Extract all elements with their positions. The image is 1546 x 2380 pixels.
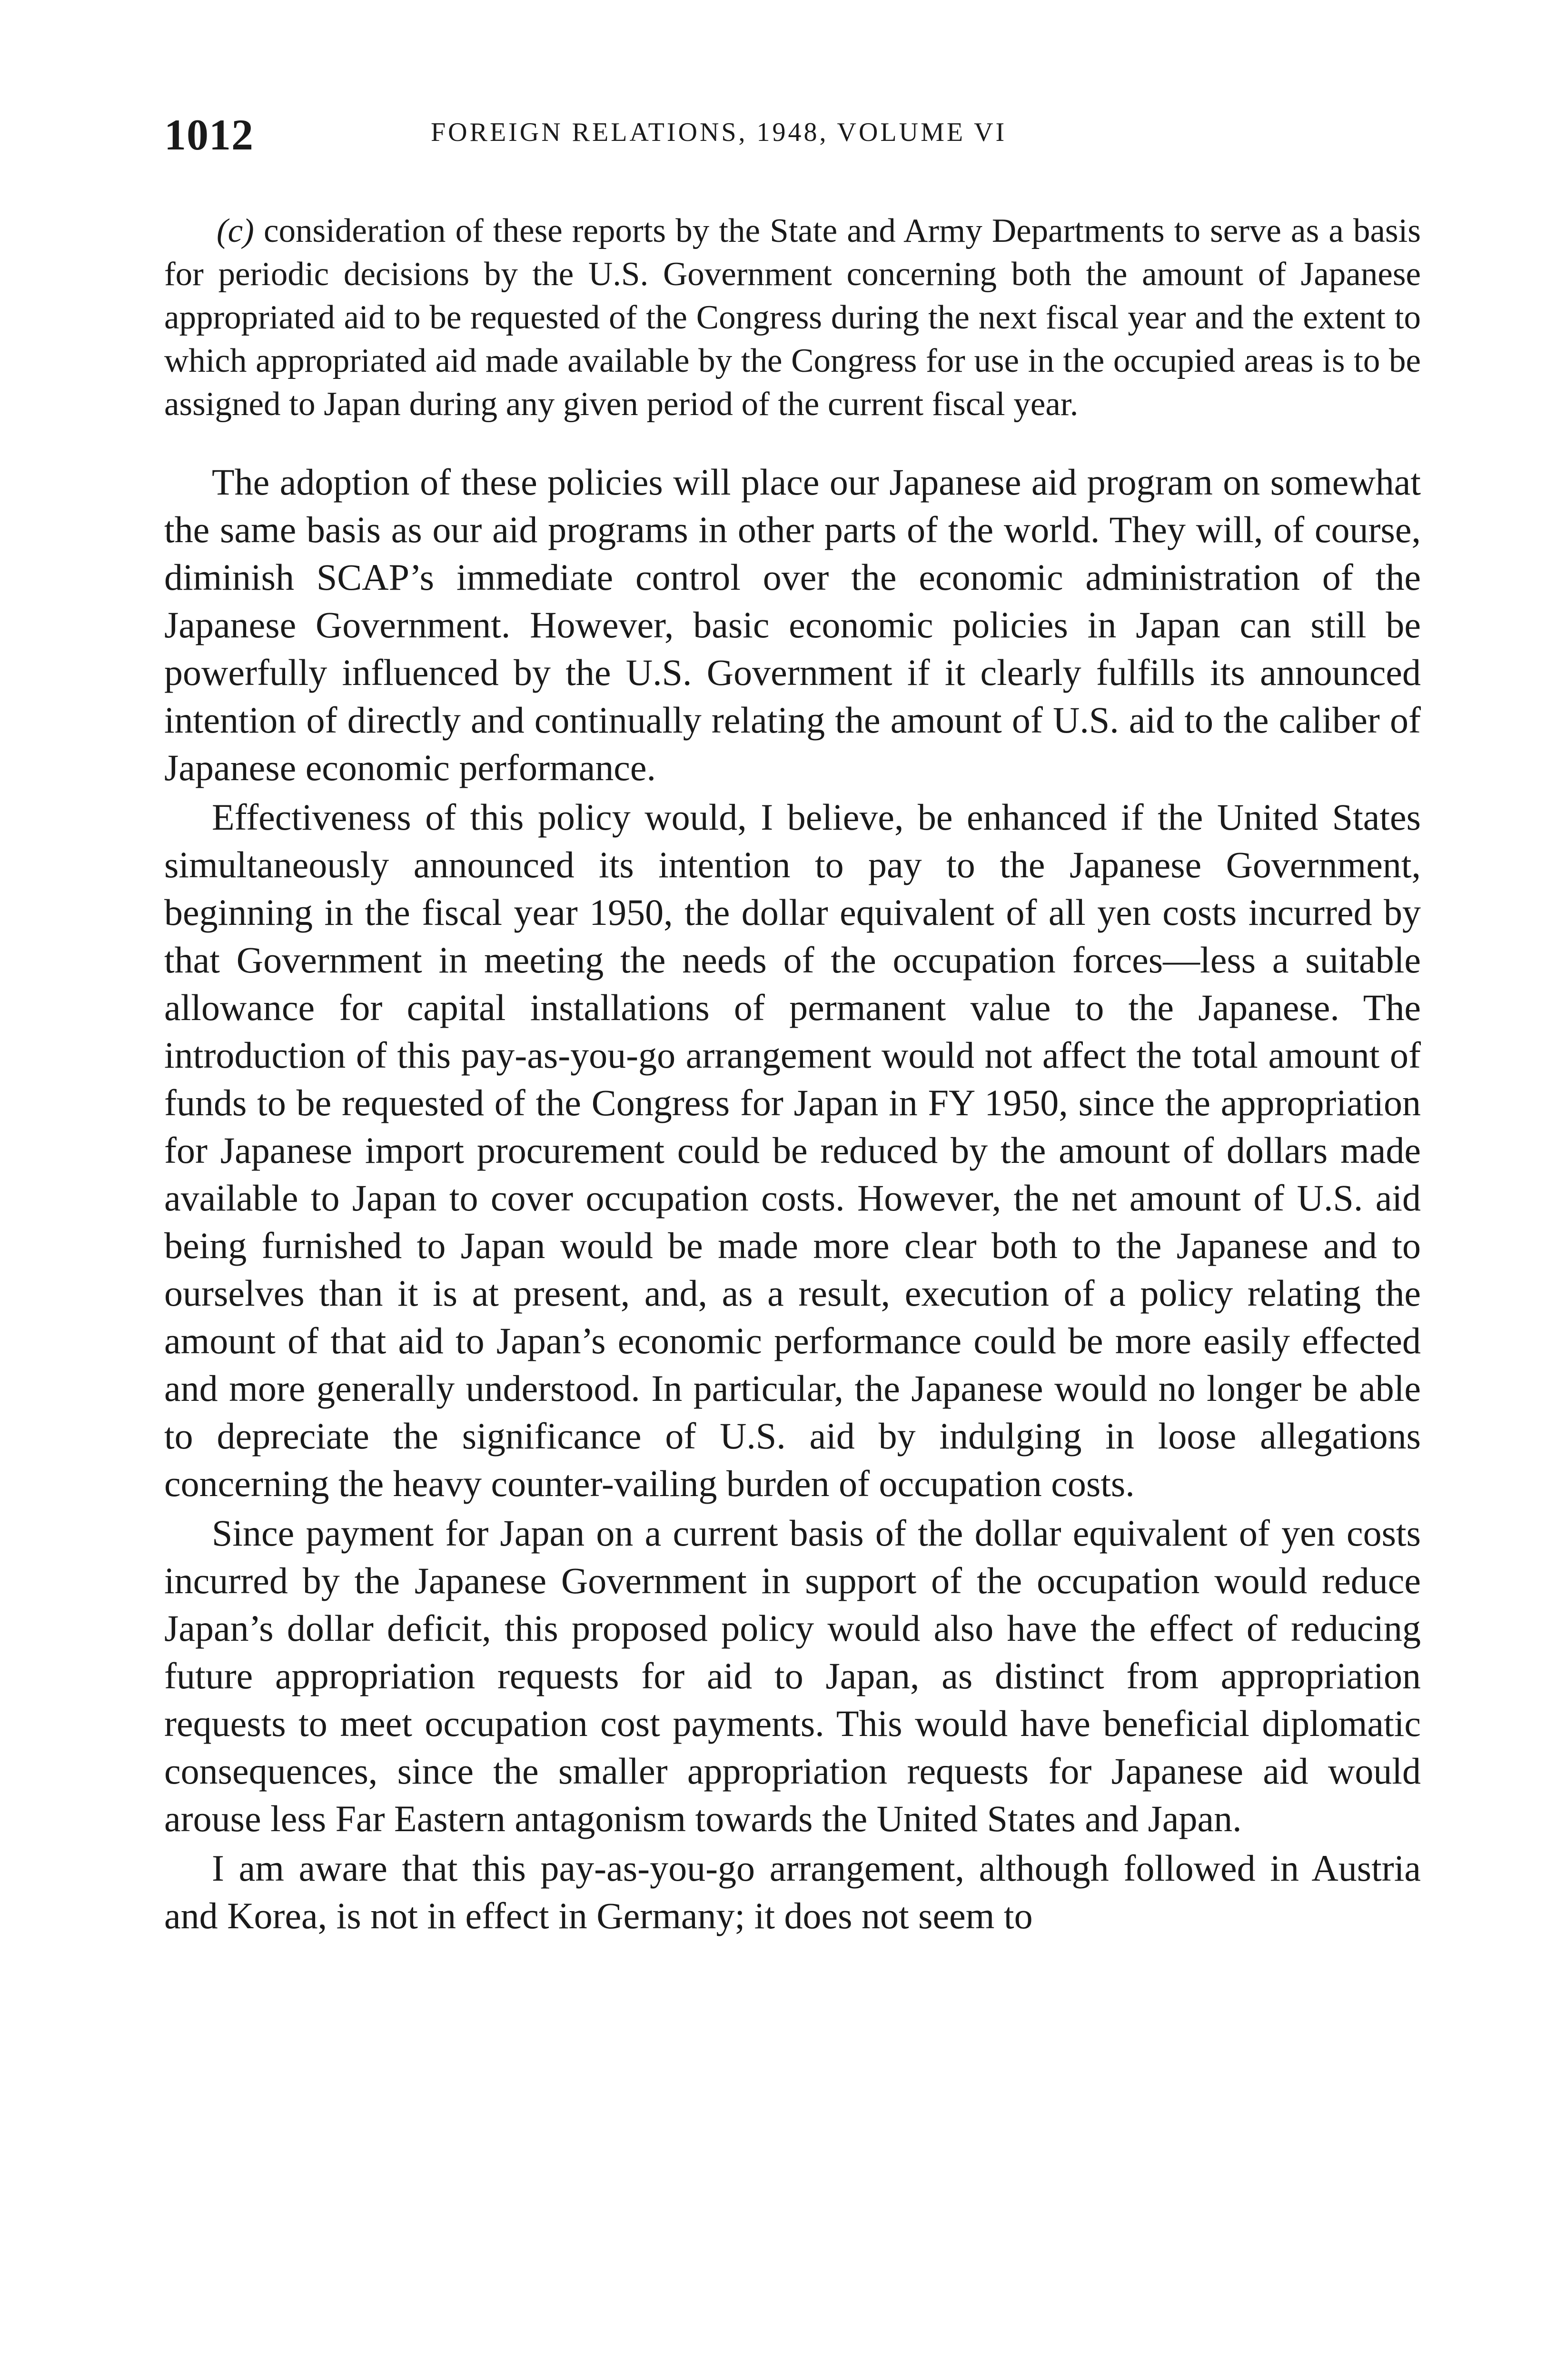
list-item-label: (c)	[217, 212, 254, 249]
running-head-title: FOREIGN RELATIONS, 1948, VOLUME VI	[431, 118, 1007, 147]
running-head	[164, 100, 1421, 157]
page-number: 1012	[164, 110, 254, 159]
list-item-text: consideration of these reports by the State and Army Departments to serve as a basis for periodic decisions by the U.S. Government concerning both the amount of Japanese appropriated aid to be requested of the Congress during the next fiscal year and the extent to which appropriated aid made available by the Congress for use in the occupied areas is to be assigned to Japan during any given period of the current fiscal year.	[164, 212, 1421, 423]
paragraph-1: The adoption of these policies will place our Japanese aid program on somewhat the same basis as our aid programs in other parts of the world. They will, of course, diminish SCAP’s immediate control over the economic administration of the Japanese Government. However, basic economic policies in Japan can still be powerfully influenced by the U.S. Government if it clearly fulfills its announced intention of directly and continually relating the amount of U.S. aid to the caliber of Japanese economic performance.	[164, 461, 1421, 788]
paragraph-4: I am aware that this pay-as-you-go arrangement, although followed in Austria and Korea, is not in effect in Germany; it does not seem to	[164, 1847, 1421, 1936]
paragraph-2: Effectiveness of this policy would, I believe, be enhanced if the United States simultaneously announced its intention to pay to the Japanese Government, beginning in the fiscal year 1950, the dollar equivalent of all yen costs incurred by that Government in meeting the needs of the occupation forces—less a suitable allowance for capital installations of permanent value to the Japanese. The introduction of this pay-as-you-go arrangement would not affect the total amount of funds to be requested of the Congress for Japan in FY 1950, since the appropriation for Japanese import procurement could be reduced by the amount of dollars made available to Japan to cover occupation costs. However, the net amount of U.S. aid being furnished to Japan would be made more clear both to the Japanese and to ourselves than it is at present, and, as a result, execution of a policy relating the amount of that aid to Japan’s economic performance could be more easily effected and more generally understood. In particular, the Japanese would no longer be able to depreciate the significance of U.S. aid by indulging in loose allegations concerning the heavy counter-vailing burden of occupation costs.	[164, 796, 1421, 1504]
paragraph-3: Since payment for Japan on a current basis of the dollar equivalent of yen costs incurred by the Japanese Government in support of the occupation would reduce Japan’s dollar deficit, this proposed policy would also have the effect of reducing future appropriation requests for aid to Japan, as distinct from appropriation requests to meet occupation cost payments. This would have beneficial diplomatic consequences, since the smaller appropriation requests for Japanese aid would arouse less Far Eastern antagonism towards the United States and Japan.	[164, 1512, 1421, 1839]
list-item-c	[164, 209, 1421, 426]
document-page	[164, 100, 1421, 1942]
